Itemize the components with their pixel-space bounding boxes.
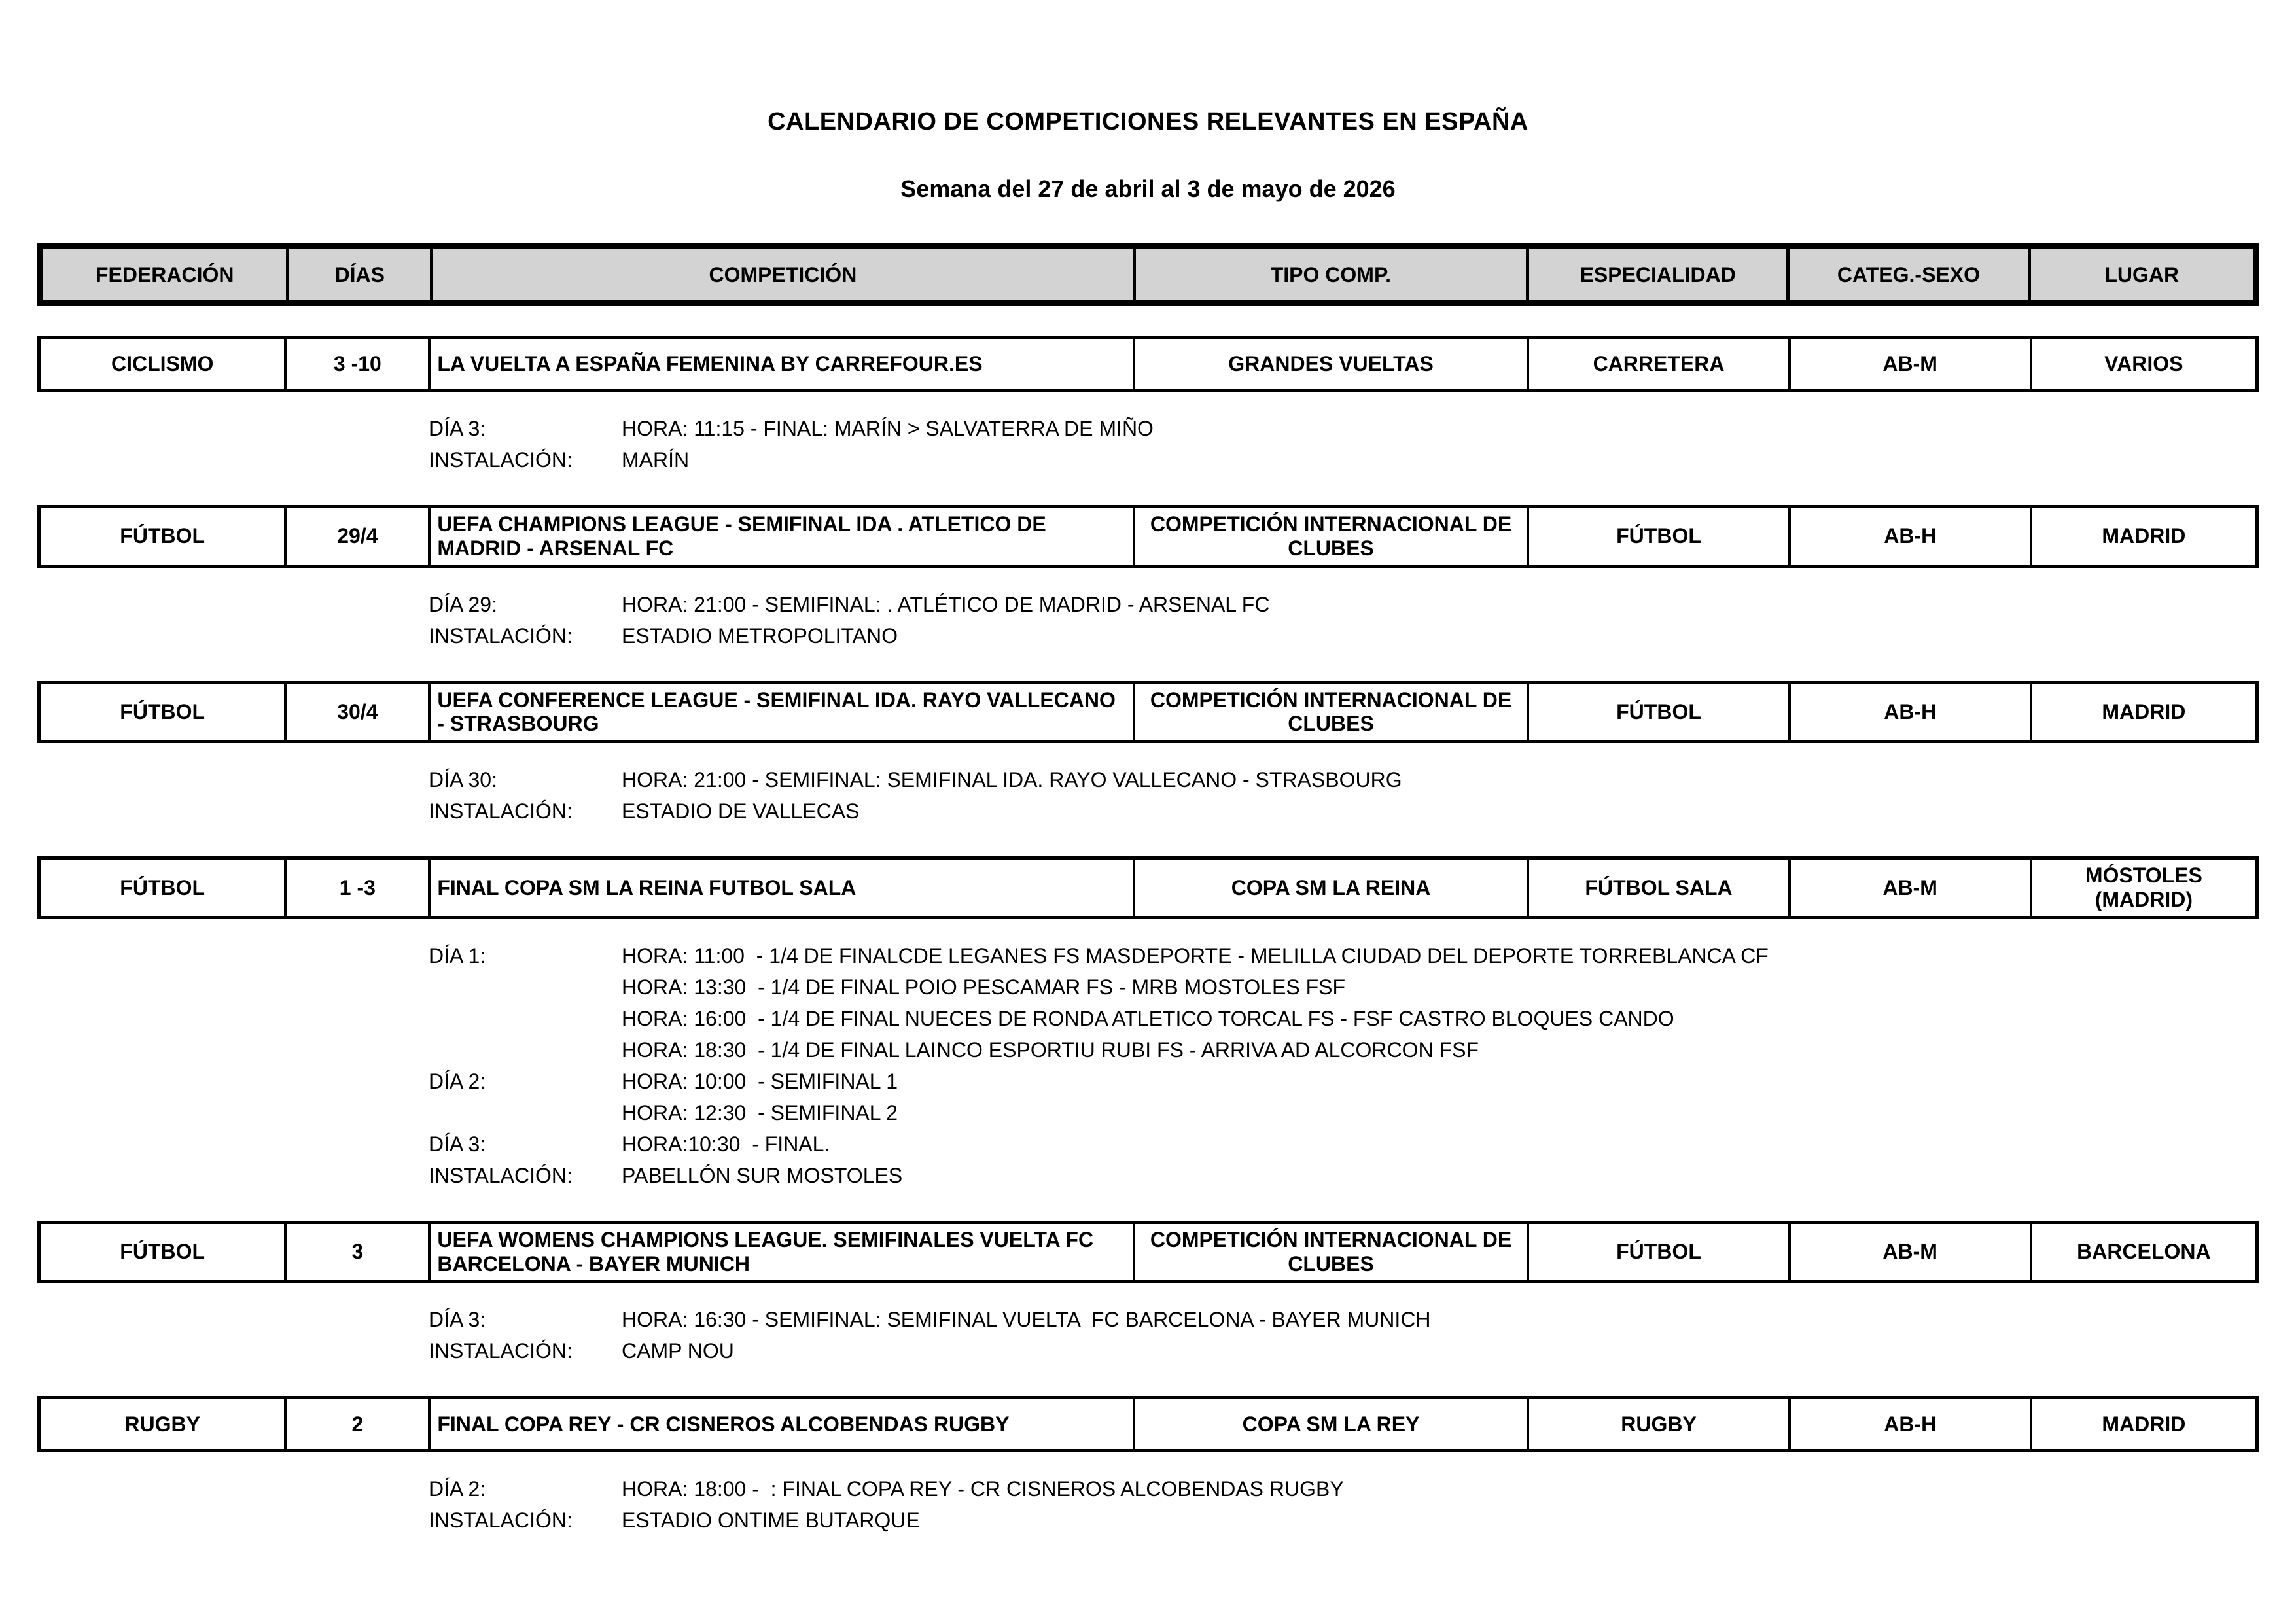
- cell-lugar: MADRID: [2030, 684, 2255, 741]
- detail-label: INSTALACIÓN:: [429, 1339, 573, 1363]
- detail-label: DÍA 3:: [429, 417, 486, 440]
- cell-especialidad: FÚTBOL: [1527, 1224, 1788, 1280]
- detail-label: DÍA 1:: [429, 943, 486, 968]
- cell-federacion: FÚTBOL: [120, 1240, 205, 1264]
- table-header-row: [37, 243, 2259, 306]
- table-row-futbol-womens: [37, 1221, 2259, 1283]
- detail-line: [429, 1304, 2259, 1335]
- detail-line: [429, 413, 2259, 444]
- detail-label: DÍA 3:: [429, 1132, 486, 1156]
- page-subtitle: Semana del 27 de abril al 3 de mayo de 2026: [900, 175, 1396, 202]
- row-details-futbol-sala: [429, 940, 2259, 1191]
- table-row-futbol-conference: [37, 681, 2259, 744]
- detail-text: HORA: 18:00 - : FINAL COPA REY - CR CISNEROS ALCOBENDAS RUGBY: [622, 1477, 1344, 1501]
- row-details-futbol-champions: [429, 589, 2259, 652]
- header-categ-sexo: CATEG.-SEXO: [1786, 249, 2027, 300]
- cell-tipo-comp: COPA SM LA REINA: [1133, 860, 1527, 916]
- detail-label: DÍA 2:: [429, 1069, 486, 1093]
- cell-categ-sexo: AB-H: [1788, 684, 2030, 741]
- cell-competicion: UEFA CHAMPIONS LEAGUE - SEMIFINAL IDA . ATLETICO DE MADRID - ARSENAL FC: [428, 508, 1132, 565]
- detail-label: INSTALACIÓN:: [429, 623, 573, 648]
- cell-categ-sexo: AB-H: [1788, 508, 2030, 565]
- header-competicion: COMPETICIÓN: [430, 249, 1133, 300]
- detail-label: INSTALACIÓN:: [429, 448, 573, 472]
- detail-text: HORA: 16:00 - 1/4 DE FINAL NUECES DE RONDA ATLETICO TORCAL FS - FSF CASTRO BLOQUES CANDO: [622, 1006, 1674, 1030]
- detail-label: INSTALACIÓN:: [429, 1163, 573, 1187]
- cell-categ-sexo: AB-M: [1788, 860, 2030, 916]
- row-details-ciclismo: [429, 413, 2259, 476]
- detail-text: HORA: 13:30 - 1/4 DE FINAL POIO PESCAMAR FS - MRB MOSTOLES FSF: [622, 975, 1346, 999]
- detail-text: CAMP NOU: [622, 1339, 734, 1363]
- detail-label: INSTALACIÓN:: [429, 799, 573, 824]
- detail-line: [429, 1003, 2259, 1034]
- detail-line: [429, 1066, 2259, 1097]
- detail-text: PABELLÓN SUR MOSTOLES: [622, 1163, 903, 1187]
- detail-text: HORA: 11:00 - 1/4 DE FINALCDE LEGANES FS MASDEPORTE - MELILLA CIUDAD DEL DEPORTE TORREBLANCA CF: [622, 943, 1769, 968]
- detail-text: ESTADIO ONTIME BUTARQUE: [622, 1509, 920, 1533]
- detail-label: INSTALACIÓN:: [429, 1509, 573, 1533]
- table-row-rugby: [37, 1396, 2259, 1452]
- cell-dias: 1 -3: [284, 860, 428, 916]
- detail-text: HORA: 18:30 - 1/4 DE FINAL LAINCO ESPORTIU RUBI FS - ARRIVA AD ALCORCON FSF: [622, 1038, 1479, 1062]
- cell-competicion: FINAL COPA REY - CR CISNEROS ALCOBENDAS RUGBY: [428, 1399, 1132, 1449]
- cell-tipo-comp: COPA SM LA REY: [1133, 1399, 1527, 1449]
- cell-lugar: BARCELONA: [2030, 1224, 2255, 1280]
- detail-text: ESTADIO DE VALLECAS: [622, 799, 860, 824]
- header-especialidad: ESPECIALIDAD: [1526, 249, 1786, 300]
- table-row-ciclismo: [37, 336, 2259, 392]
- table-row-futbol-sala: [37, 856, 2259, 919]
- cell-federacion: RUGBY: [124, 1412, 200, 1436]
- detail-label: DÍA 30:: [429, 768, 497, 792]
- cell-lugar: MADRID: [2030, 1399, 2255, 1449]
- header-tipo-comp: TIPO COMP.: [1133, 249, 1526, 300]
- detail-text: HORA: 21:00 - SEMIFINAL: SEMIFINAL IDA. RAYO VALLECANO - STRASBOURG: [622, 768, 1402, 792]
- detail-line: [429, 1335, 2259, 1367]
- detail-line: [429, 1473, 2259, 1505]
- detail-line: [429, 940, 2259, 971]
- detail-line: [429, 1160, 2259, 1191]
- cell-tipo-comp: COMPETICIÓN INTERNACIONAL DE CLUBES: [1133, 508, 1527, 565]
- cell-tipo-comp: GRANDES VUELTAS: [1133, 339, 1527, 389]
- header-federacion: FEDERACIÓN: [95, 262, 234, 287]
- detail-line: [429, 444, 2259, 476]
- detail-line: [429, 795, 2259, 827]
- detail-text: MARÍN: [622, 448, 690, 472]
- cell-categ-sexo: AB-M: [1788, 1224, 2030, 1280]
- detail-line: [429, 589, 2259, 620]
- cell-federacion: FÚTBOL: [120, 699, 205, 724]
- row-details-rugby: [429, 1473, 2259, 1536]
- detail-text: HORA:10:30 - FINAL.: [622, 1132, 830, 1156]
- cell-categ-sexo: AB-M: [1788, 339, 2030, 389]
- cell-dias: 30/4: [284, 684, 428, 741]
- cell-competicion: UEFA WOMENS CHAMPIONS LEAGUE. SEMIFINALES VUELTA FC BARCELONA - BAYER MUNICH: [428, 1224, 1132, 1280]
- cell-dias: 29/4: [284, 508, 428, 565]
- row-details-futbol-conference: [429, 764, 2259, 827]
- detail-line: [429, 1034, 2259, 1066]
- cell-lugar: VARIOS: [2030, 339, 2255, 389]
- page-title: CALENDARIO DE COMPETICIONES RELEVANTES EN ESPAÑA: [768, 108, 1528, 135]
- detail-text: HORA: 10:00 - SEMIFINAL 1: [622, 1069, 898, 1093]
- cell-federacion: CICLISMO: [111, 351, 214, 375]
- header-dias: DÍAS: [286, 249, 430, 300]
- row-details-futbol-womens: [429, 1304, 2259, 1367]
- cell-especialidad: RUGBY: [1527, 1399, 1788, 1449]
- cell-competicion: UEFA CONFERENCE LEAGUE - SEMIFINAL IDA. RAYO VALLECANO - STRASBOURG: [428, 684, 1132, 741]
- detail-label: DÍA 29:: [429, 592, 497, 616]
- table-row-futbol-champions: [37, 505, 2259, 568]
- cell-especialidad: FÚTBOL SALA: [1527, 860, 1788, 916]
- cell-tipo-comp: COMPETICIÓN INTERNACIONAL DE CLUBES: [1133, 684, 1527, 741]
- detail-label: DÍA 2:: [429, 1477, 486, 1501]
- cell-federacion: FÚTBOL: [120, 875, 205, 899]
- detail-text: HORA: 11:15 - FINAL: MARÍN > SALVATERRA DE MIÑO: [622, 417, 1154, 440]
- detail-line: [429, 620, 2259, 652]
- cell-especialidad: FÚTBOL: [1527, 508, 1788, 565]
- detail-line: [429, 764, 2259, 795]
- detail-line: [429, 1505, 2259, 1536]
- detail-text: HORA: 21:00 - SEMIFINAL: . ATLÉTICO DE MADRID - ARSENAL FC: [622, 592, 1270, 616]
- cell-lugar: MADRID: [2030, 508, 2255, 565]
- detail-text: HORA: 16:30 - SEMIFINAL: SEMIFINAL VUELTA FC BARCELONA - BAYER MUNICH: [622, 1308, 1431, 1332]
- cell-lugar: MÓSTOLES (MADRID): [2030, 860, 2255, 916]
- cell-federacion: FÚTBOL: [120, 524, 205, 548]
- cell-especialidad: FÚTBOL: [1527, 684, 1788, 741]
- cell-competicion: FINAL COPA SM LA REINA FUTBOL SALA: [428, 860, 1132, 916]
- cell-dias: 3: [284, 1224, 428, 1280]
- cell-categ-sexo: AB-H: [1788, 1399, 2030, 1449]
- cell-tipo-comp: COMPETICIÓN INTERNACIONAL DE CLUBES: [1133, 1224, 1527, 1280]
- detail-text: ESTADIO METROPOLITANO: [622, 623, 898, 648]
- cell-especialidad: CARRETERA: [1527, 339, 1788, 389]
- cell-dias: 2: [284, 1399, 428, 1449]
- detail-line: [429, 971, 2259, 1003]
- detail-line: [429, 1128, 2259, 1160]
- detail-label: DÍA 3:: [429, 1308, 486, 1332]
- header-lugar: LUGAR: [2028, 249, 2253, 300]
- detail-text: HORA: 12:30 - SEMIFINAL 2: [622, 1100, 898, 1125]
- detail-line: [429, 1097, 2259, 1128]
- cell-competicion: LA VUELTA A ESPAÑA FEMENINA BY CARREFOUR.ES: [428, 339, 1132, 389]
- cell-dias: 3 -10: [284, 339, 428, 389]
